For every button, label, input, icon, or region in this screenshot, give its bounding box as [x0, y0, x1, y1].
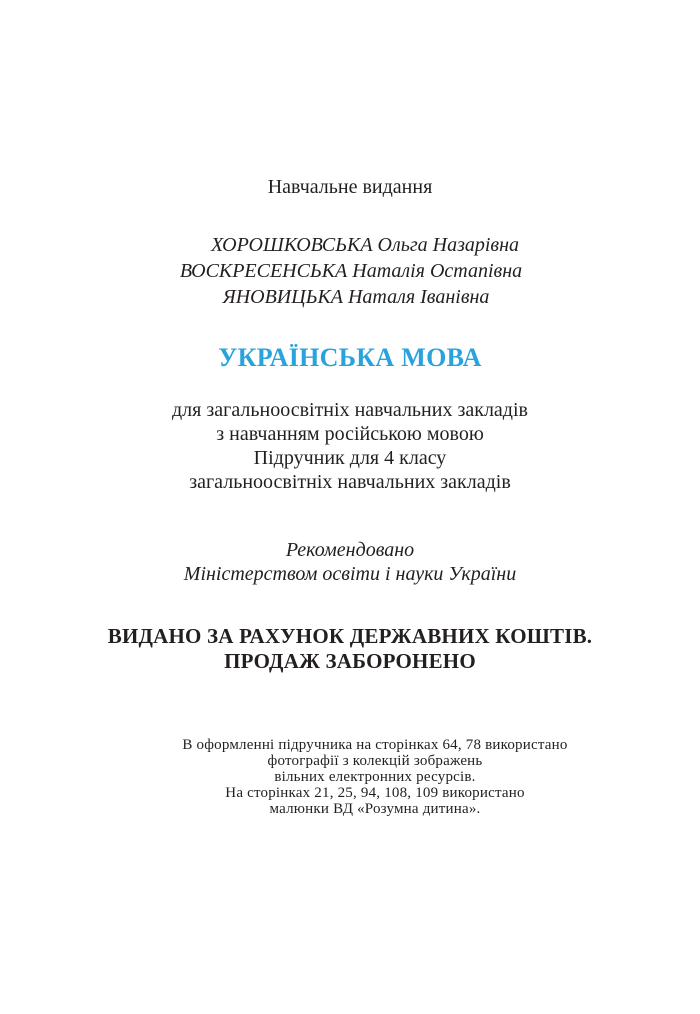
- subtitle-line: з навчанням російською мовою: [216, 423, 484, 445]
- author-name: ХОРОШКОВСЬКА Ольга Назарівна: [210, 234, 520, 256]
- credits-line: малюнки ВД «Розумна дитина».: [269, 801, 481, 817]
- notice-line: ВИДАНО ЗА РАХУНОК ДЕРЖАВНИХ КОШТІВ.: [107, 624, 593, 648]
- book-title: УКРАЇНСЬКА МОВА: [218, 343, 482, 372]
- recommendation-block: [0, 538, 700, 586]
- recommendation-line: Рекомендовано: [285, 539, 415, 561]
- credits-line: фотографії з колекцій зображень: [267, 753, 483, 769]
- subtitle-line: для загальноосвітніх навчальних закладів: [172, 399, 528, 421]
- subtitle-line: Підручник для 4 класу: [253, 447, 447, 469]
- author-name: ВОСКРЕСЕНСЬКА Наталія Остапівна: [179, 260, 523, 282]
- recommendation-line: Міністерством освіти і науки України: [183, 563, 517, 585]
- edition-type: Навчальне видання: [267, 176, 433, 198]
- notice-block: [0, 624, 700, 674]
- credits-line: В оформленні підручника на сторінках 64, 78 використано: [182, 737, 568, 753]
- author-name: ЯНОВИЦЬКА Наталя Іванівна: [222, 286, 490, 308]
- credits-line: На сторінках 21, 25, 94, 108, 109 використано: [225, 785, 525, 801]
- notice-line: ПРОДАЖ ЗАБОРОНЕНО: [224, 649, 476, 673]
- subtitle-block: [0, 398, 700, 494]
- credits-line: вільних електронних ресурсів.: [274, 769, 476, 785]
- subtitle-line: загальноосвітніх навчальних закладів: [189, 471, 511, 493]
- credits-block: [155, 737, 595, 817]
- authors-block: [0, 232, 700, 310]
